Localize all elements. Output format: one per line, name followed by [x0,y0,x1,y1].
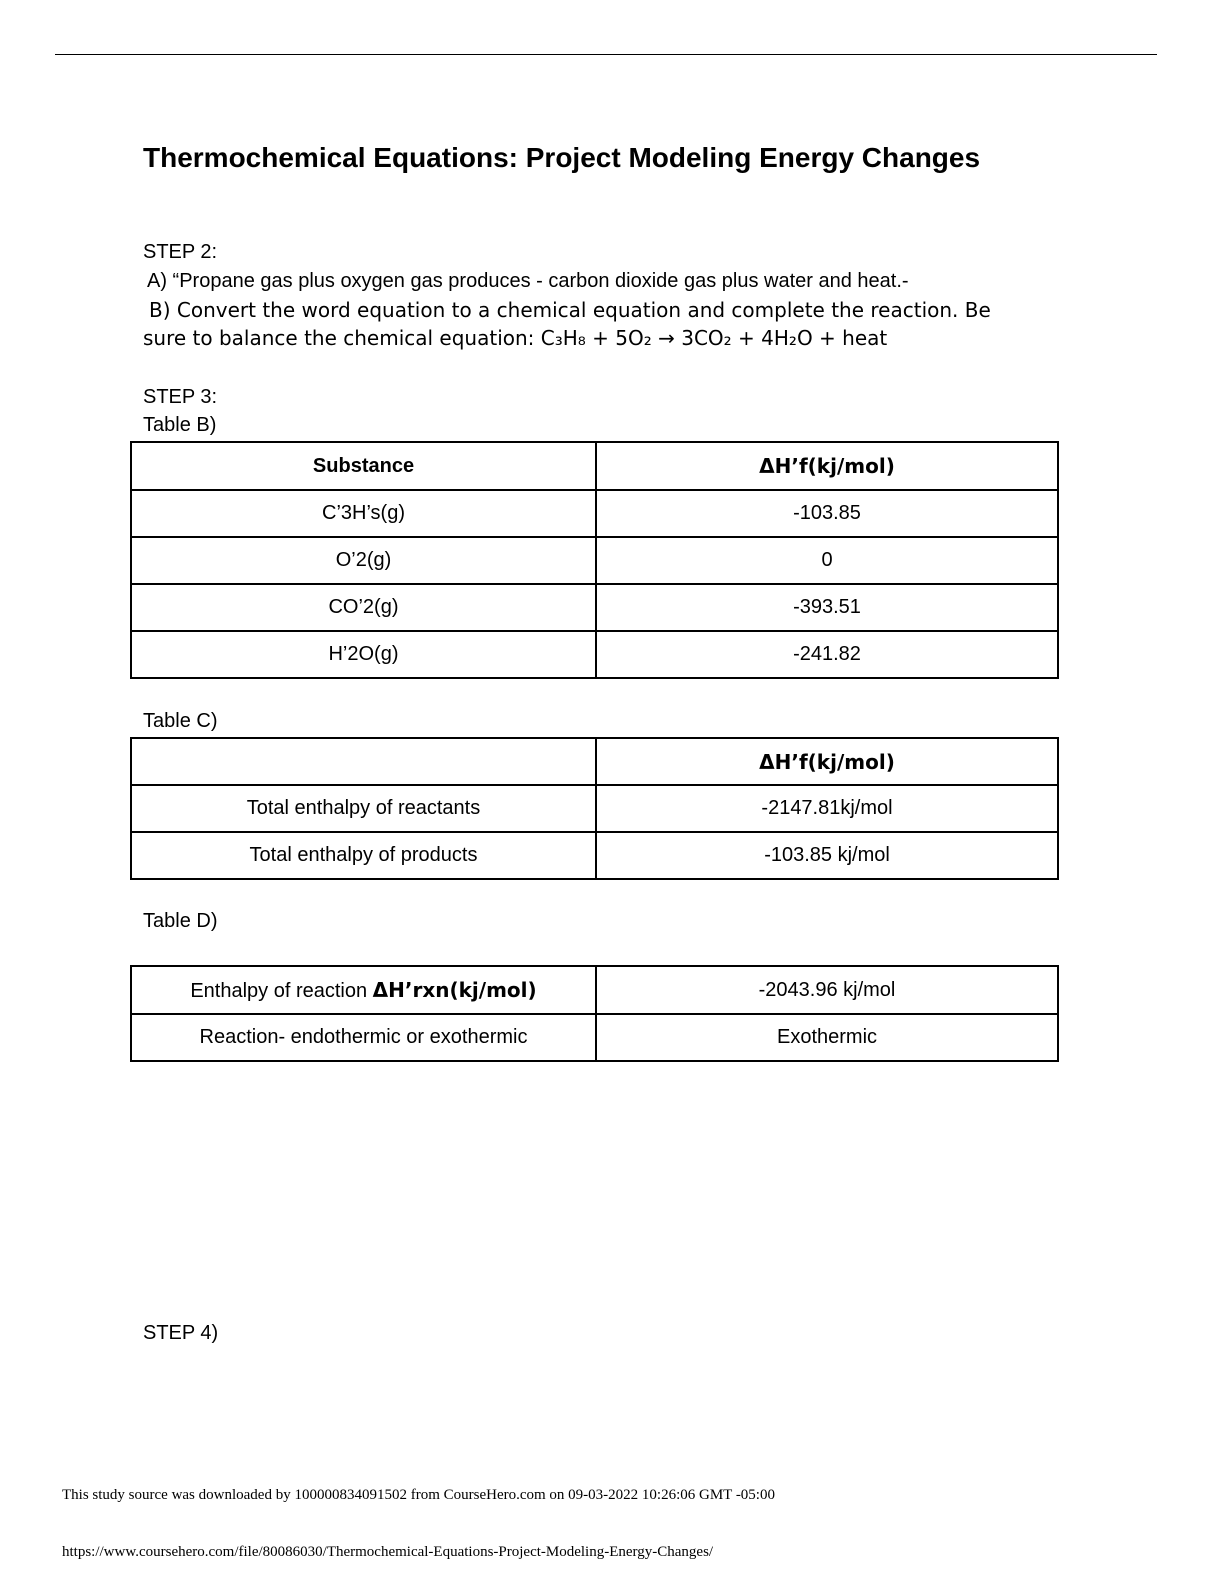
top-rule [55,54,1157,55]
table-row [131,490,1058,537]
table-b-header-enthalpy: ΔH’f(kj/mol) [596,442,1058,490]
table-b-value-cell: -103.85 [596,490,1058,537]
table-d-caption: Table D) [143,910,218,932]
table-row [131,584,1058,631]
table-d-value-cell: Exothermic [596,1014,1058,1061]
table-d-value-cell: -2043.96 kj/mol [596,966,1058,1014]
table-row [131,832,1058,879]
table-d-label-cell: Reaction- endothermic or exothermic [131,1014,596,1061]
table-row [131,1014,1058,1061]
table-c-header-row [131,738,1058,785]
table-b-value-cell: -393.51 [596,584,1058,631]
table-row [131,785,1058,832]
table-b [130,441,1059,679]
table-b-header-row [131,442,1058,490]
table-b-caption: Table B) [143,414,217,436]
table-c-label-cell: Total enthalpy of products [131,832,596,879]
table-b-value-cell: 0 [596,537,1058,584]
table-d-label-text: Enthalpy of reaction [190,979,373,1002]
table-b-substance-cell: CO’2(g) [131,584,596,631]
table-c-header-empty [131,738,596,785]
table-d-label-bold: ΔH’rxn(kj/mol) [372,977,537,1002]
table-c-value-cell: -103.85 kj/mol [596,832,1058,879]
table-b-header-substance: Substance [131,442,596,490]
table-b-substance-cell: C’3H’s(g) [131,490,596,537]
step2-part-b-line1: B) Convert the word equation to a chemical equation and complete the reaction. Be [149,298,991,322]
table-d [130,965,1059,1062]
step4-heading: STEP 4) [143,1322,219,1344]
table-row [131,631,1058,678]
table-row [131,537,1058,584]
table-d-label-cell [131,966,596,1014]
table-c-value-cell: -2147.81kj/mol [596,785,1058,832]
table-b-value-cell: -241.82 [596,631,1058,678]
footer-source-line: This study source was downloaded by 100000834091502 from CourseHero.com on 09-03-2022 10:26:06 GMT -05:00 [62,1487,775,1503]
step2-part-b-line2: sure to balance the chemical equation: C₃H₈ + 5O₂ → 3CO₂ + 4H₂O + heat [143,326,888,350]
table-c-caption: Table C) [143,710,218,732]
table-b-substance-cell: O’2(g) [131,537,596,584]
table-row [131,966,1058,1014]
step2-part-a: A) “Propane gas plus oxygen gas produces - carbon dioxide gas plus water and heat.- [147,270,909,292]
page-title: Thermochemical Equations: Project Modeling Energy Changes [143,142,981,173]
table-c-label-cell: Total enthalpy of reactants [131,785,596,832]
step2-heading: STEP 2: [143,241,218,263]
step3-heading: STEP 3: [143,386,218,408]
footer-url[interactable]: https://www.coursehero.com/file/80086030/Thermochemical-Equations-Project-Modeling-Energy-Changes/ [62,1544,714,1560]
table-b-substance-cell: H’2O(g) [131,631,596,678]
table-c-header-enthalpy: ΔH’f(kj/mol) [596,738,1058,785]
table-c [130,737,1059,880]
